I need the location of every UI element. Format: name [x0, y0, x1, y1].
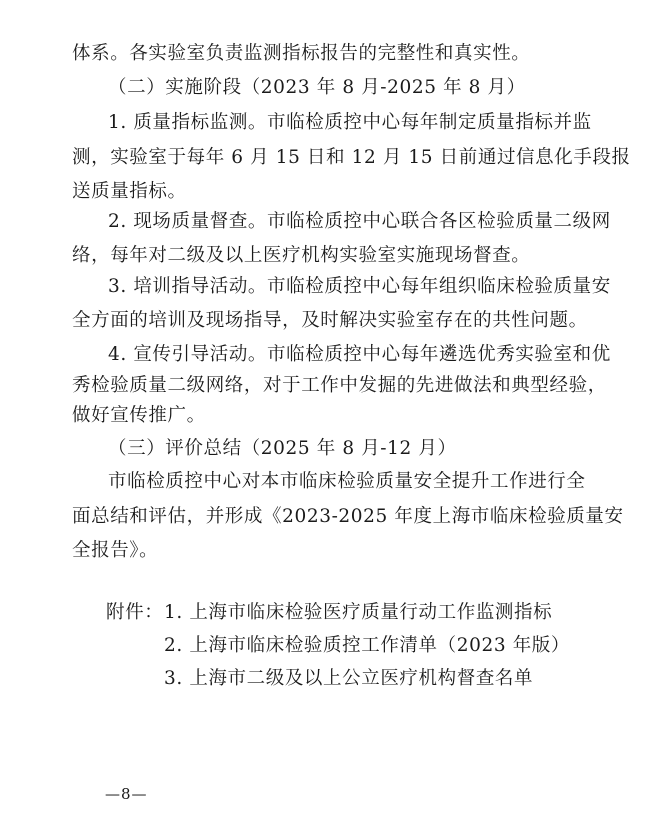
paragraph-line: 送质量指标。 [72, 181, 187, 202]
paragraph-line: 4. 宣传引导活动。市临检质控中心每年遴选优秀实验室和优 [108, 344, 611, 365]
paragraph-line: 1. 质量指标监测。市临检质控中心每年制定质量指标并监 [108, 112, 592, 133]
page-number: —8— [105, 785, 148, 803]
paragraph-line: 市临检质控中心对本市临床检验质量安全提升工作进行全 [108, 471, 586, 492]
paragraph-line: 3. 培训指导活动。市临检质控中心每年组织临床检验质量安 [108, 276, 611, 297]
paragraph-line: 体系。各实验室负责监测指标报告的完整性和真实性。 [72, 43, 531, 64]
section-heading-implementation: （二）实施阶段（2023 年 8 月-2025 年 8 月） [108, 77, 526, 98]
paragraph-line: 络，每年对二级及以上医疗机构实验室实施现场督查。 [72, 245, 531, 266]
paragraph-line: 2. 现场质量督查。市临检质控中心联合各区检验质量二级网 [108, 211, 611, 232]
paragraph-line: 全方面的培训及现场指导，及时解决实验室存在的共性问题。 [72, 310, 588, 331]
attachment-item: 2. 上海市临床检验质控工作清单（2023 年版） [164, 635, 570, 656]
attachments-label: 附件： [106, 602, 164, 623]
paragraph-line: 测，实验室于每年 6 月 15 日和 12 月 15 日前通过信息化手段报 [72, 147, 631, 168]
paragraph-line: 面总结和评估，并形成《2023-2025 年度上海市临床检验质量安 [72, 506, 624, 527]
section-heading-evaluation: （三）评价总结（2025 年 8 月-12 月） [108, 438, 457, 459]
paragraph-line: 全报告》。 [72, 540, 159, 561]
paragraph-line: 做好宣传推广。 [72, 405, 206, 426]
paragraph-line: 秀检验质量二级网络，对于工作中发掘的先进做法和典型经验， [72, 375, 607, 396]
attachment-item: 1. 上海市临床检验医疗质量行动工作监测指标 [164, 602, 553, 623]
attachment-item: 3. 上海市二级及以上公立医疗机构督查名单 [164, 668, 534, 689]
